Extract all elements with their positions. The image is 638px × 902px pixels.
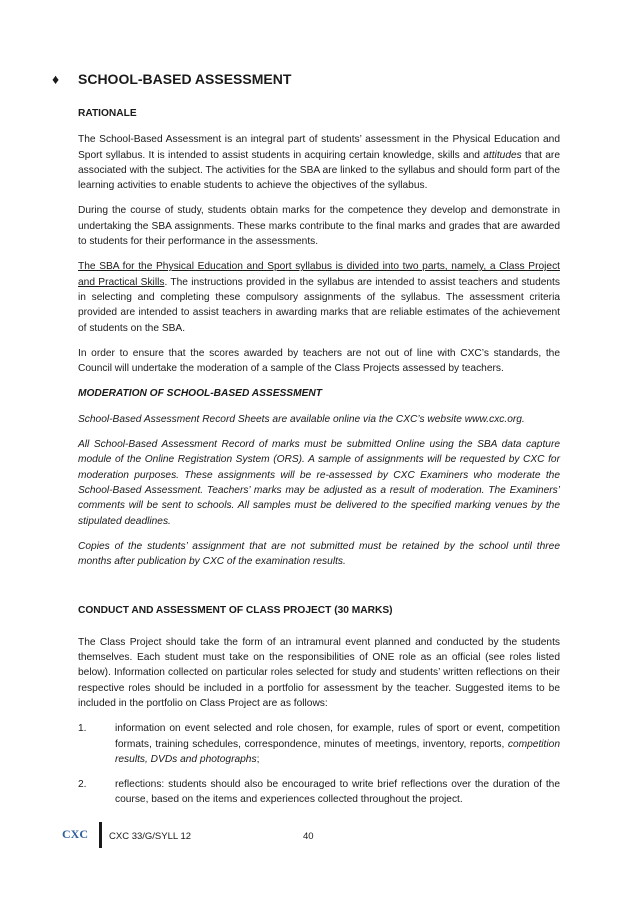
- rationale-paragraph-1: The School-Based Assessment is an integral part of students’ assessment in the Physical Education and Sport syllabus. It is intended to assist students in acquiring certain knowledge, skills and attitudes that are associated with the subject. The activities for the SBA are linked to the syllabus and should form part of the learning activities to enable students to achieve the objectives of the syllabus.: [78, 134, 560, 192]
- list-item-text: information on event selected and role chosen, for example, rules of sport or event, competition formats, training schedules, correspondence, minutes of meetings, inventory, reports, competition results, DVDs and photographs;: [115, 723, 560, 765]
- rationale-paragraph-3: The SBA for the Physical Education and Sport syllabus is divided into two parts, namely, a Class Project and Practical Skills. The instructions provided in the syllabus are intended to assist teachers and students in selecting and completing these compulsory assignments of the syllabus. The assessment criteria provided are intended to assist teachers in awarding marks that are reliable estimates of the achievement of students on the SBA.: [78, 261, 560, 334]
- rationale-paragraph-4: In order to ensure that the scores awarded by teachers are not out of line with CXC’s standards, the Council will undertake the moderation of a sample of the Class Projects assessed by teachers.: [78, 347, 560, 375]
- list-item-number: 2.: [78, 779, 87, 791]
- rationale-paragraph-2: During the course of study, students obtain marks for the competence they develop and demonstrate in undertaking the SBA assignments. These marks contribute to the final marks and grades that are awarded to students for their performance in the assessments.: [78, 205, 560, 248]
- page-footer: [62, 822, 362, 848]
- document-body: [78, 106, 560, 808]
- conduct-paragraph-1: The Class Project should take the form of an intramural event planned and conducted by the students themselves. Each student must take on the responsibilities of ONE role as an official (see roles listed below). Information collected on particular roles selected for study and students’ written reflections on their respective roles should be included in a portfolio for assessment by the teacher. Suggested items to be included in the portfolio on Class Project are as follows:: [78, 636, 560, 709]
- list-item: [78, 777, 560, 808]
- list-item-number: 1.: [78, 723, 87, 735]
- rationale-heading: RATIONALE: [78, 108, 137, 119]
- attitudes-emphasis: attitudes: [483, 149, 522, 161]
- section-title: SCHOOL-BASED ASSESSMENT: [78, 71, 292, 87]
- diamond-bullet-icon: ♦: [52, 71, 60, 87]
- moderation-paragraph-3: Copies of the students’ assignment that are not submitted must be retained by the school until three months after publication by CXC of the examination results.: [78, 540, 560, 568]
- svg-text:CXC: CXC: [62, 827, 88, 841]
- sba-parts-underlined: The SBA for the Physical Education and Sport syllabus is divided into two parts, namely, a Class Project and Practical Skills: [78, 261, 560, 288]
- section-heading: [52, 71, 291, 87]
- list-item-text: reflections: students should also be encouraged to write brief reflections over the duration of the course, based on the items and experiences collected throughout the project.: [115, 779, 560, 806]
- cxc-logo: [62, 823, 92, 845]
- conduct-heading: CONDUCT AND ASSESSMENT OF CLASS PROJECT (30 MARKS): [78, 605, 393, 617]
- moderation-paragraph-2: All School-Based Assessment Record of marks must be submitted Online using the SBA data capture module of the Online Registration System (ORS). A sample of assignments will be requested by CXC for moderation purposes. These assignments will be re-assessed by CXC Examiners who moderate the School-Based Assessment. Teachers’ marks may be adjusted as a result of moderation. The Examiners’ comments will be sent to schools. All samples must be delivered to the specified marking venues by the stipulated deadlines.: [78, 439, 560, 527]
- moderation-paragraph-1: School-Based Assessment Record Sheets are available online via the CXC’s website www.cxc.org.: [78, 413, 525, 425]
- moderation-heading: MODERATION OF SCHOOL-BASED ASSESSMENT: [78, 388, 322, 400]
- page-number: 40: [303, 831, 314, 842]
- list-item: [78, 721, 560, 767]
- footer-divider: [99, 822, 102, 848]
- syllabus-code: CXC 33/G/SYLL 12: [109, 831, 192, 842]
